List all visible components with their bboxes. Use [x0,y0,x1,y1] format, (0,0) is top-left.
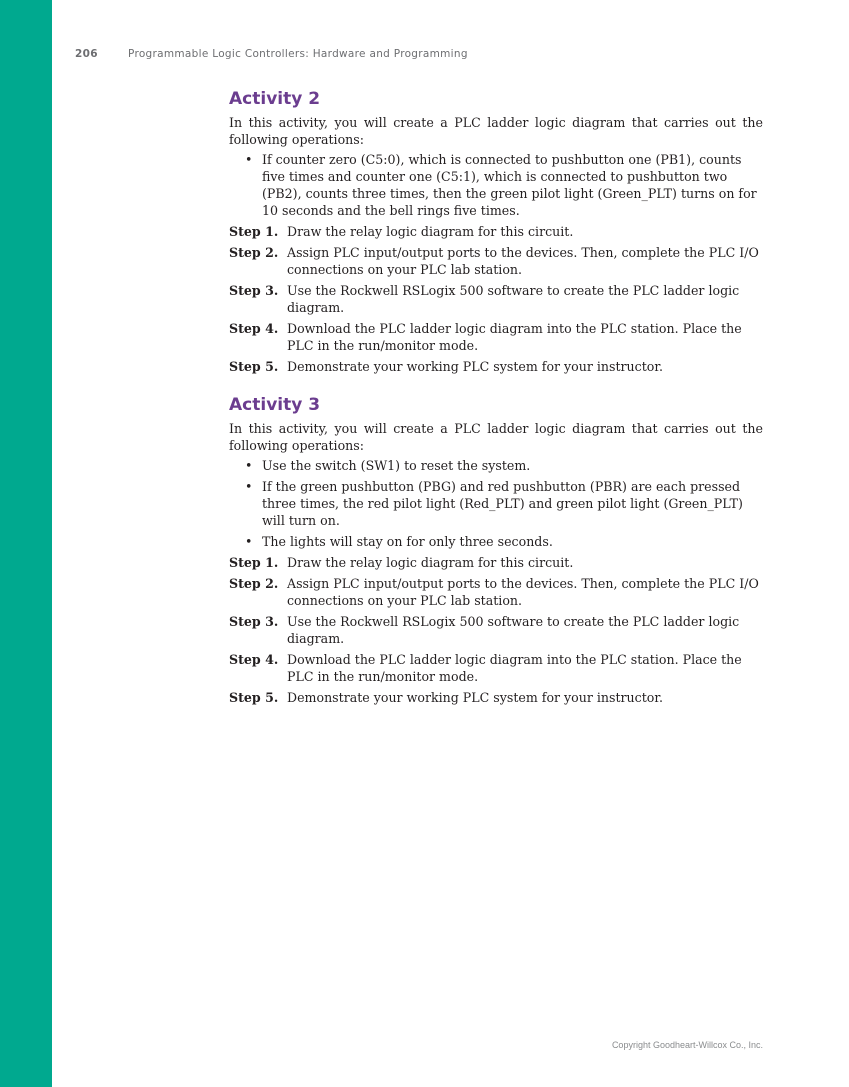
step-label: Step 4. [229,321,279,336]
bullet-text: Use the switch (SW1) to reset the system. [262,458,531,473]
step-text: Use the Rockwell RSLogix 500 software to create the PLC ladder logic diagram. [287,614,740,646]
step-label: Step 3. [229,614,279,629]
step-text: Assign PLC input/output ports to the devices. Then, complete the PLC I/O connections on your PLC lab station. [287,245,759,277]
bullet-text: The lights will stay on for only three seconds. [262,534,553,549]
step-text: Download the PLC ladder logic diagram into the PLC station. Place the PLC in the run/monitor mode. [287,652,742,684]
step-text: Use the Rockwell RSLogix 500 software to create the PLC ladder logic diagram. [287,283,740,315]
step-item [229,689,763,706]
activity-3-bullet-list [229,457,763,550]
step-item [229,651,763,685]
running-head [75,48,468,60]
step-item [229,223,763,240]
step-text: Draw the relay logic diagram for this circuit. [287,555,574,570]
step-text: Assign PLC input/output ports to the devices. Then, complete the PLC I/O connections on your PLC lab station. [287,576,759,608]
step-label: Step 5. [229,359,279,374]
copyright-footer: Copyright Goodheart-Willcox Co., Inc. [611,1040,763,1050]
bullet-text: If counter zero (C5:0), which is connected to pushbutton one (PB1), counts five times and counter one (C5:1), which is connected to pushbutton two (PB2), counts three times, then the green pilot light (Green_PLT) turns on for 10 seconds and the bell rings five times. [262,152,757,218]
step-item [229,282,763,316]
bullet-item [229,478,763,529]
activity-2-bullet-list [229,151,763,219]
activity-3-heading: Activity 3 [229,395,321,415]
step-label: Step 5. [229,690,279,705]
step-item [229,358,763,375]
step-label: Step 3. [229,283,279,298]
step-label: Step 2. [229,245,279,260]
activity-2-steps [229,223,763,375]
step-text: Draw the relay logic diagram for this circuit. [287,224,574,239]
activity-2-section [229,88,763,379]
page-number: 206 [75,48,98,60]
bullet-dot-icon: • [245,534,253,549]
activity-2-intro: In this activity, you will create a PLC ladder logic diagram that carries out the following operations: [229,115,763,147]
activity-3-intro: In this activity, you will create a PLC ladder logic diagram that carries out the following operations: [229,421,763,453]
step-text: Download the PLC ladder logic diagram into the PLC station. Place the PLC in the run/monitor mode. [287,321,742,353]
step-label: Step 4. [229,652,279,667]
bullet-dot-icon: • [245,458,253,473]
bullet-dot-icon: • [245,152,253,167]
step-item [229,320,763,354]
side-color-band [0,0,52,1087]
bullet-text: If the green pushbutton (PBG) and red pushbutton (PBR) are each pressed three times, the red pilot light (Red_PLT) and green pilot light (Green_PLT) will turn on. [262,479,743,528]
bullet-item [229,533,763,550]
book-title: Programmable Logic Controllers: Hardware and Programming [128,48,468,60]
step-item [229,244,763,278]
bullet-dot-icon: • [245,479,253,494]
activity-3-steps [229,554,763,706]
bullet-item [229,151,763,219]
bullet-item [229,457,763,474]
step-label: Step 1. [229,224,279,239]
step-text: Demonstrate your working PLC system for your instructor. [287,690,664,705]
step-item [229,613,763,647]
step-label: Step 2. [229,576,279,591]
step-item [229,554,763,571]
activity-3-section [229,394,763,710]
step-item [229,575,763,609]
step-label: Step 1. [229,555,279,570]
activity-2-heading: Activity 2 [229,89,321,109]
step-text: Demonstrate your working PLC system for your instructor. [287,359,664,374]
